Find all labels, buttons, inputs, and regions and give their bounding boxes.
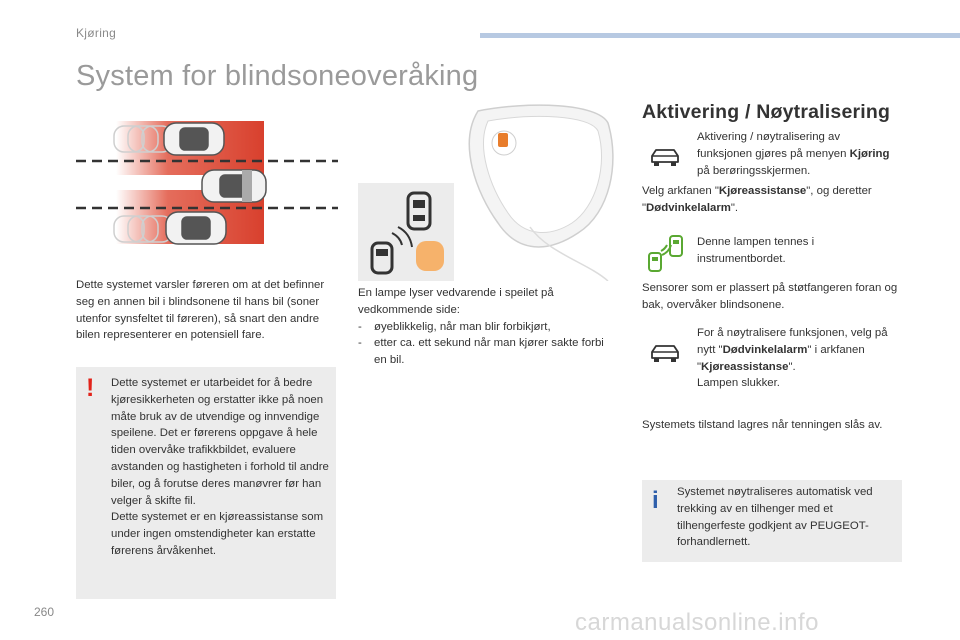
page-number: 260	[34, 605, 55, 619]
blind-spot-warning-icon	[645, 233, 687, 273]
list-item: - etter ca. ett sekund når man kjører sakte forbi en bil.	[358, 337, 604, 367]
page-title: System for blindsoneoveråking	[76, 60, 479, 92]
intro-paragraph: Dette systemet varsler føreren om at det befinner seg en annen bil i blindsonene til hans bil (soner utenfor synsfeltet til føreren), så snart den andre bilen representerer en potensiell fare.	[76, 279, 325, 342]
blind-spot-illustration	[76, 118, 338, 248]
info-icon: i	[652, 487, 659, 514]
lamp-description	[358, 285, 610, 369]
car-icon	[649, 145, 681, 167]
mirror-warning-lamp	[416, 241, 444, 271]
section-heading: Aktivering / Nøytralisering	[642, 101, 891, 123]
stored-state-text: Systemets tilstand lagres når tenningen slås av.	[642, 419, 883, 431]
watermark: carmanualsonline.info	[575, 609, 819, 636]
lamp-on-text: Denne lampen tennes i instrumentbordet.	[697, 236, 815, 265]
car-center	[202, 170, 266, 202]
activation-text: Aktivering / nøytralisering av funksjonen gjøres på menyen Kjøring på berøringsskjermen.	[697, 131, 890, 177]
car-icon	[649, 341, 681, 363]
mirror-illustration	[358, 103, 620, 281]
neutralize-text: For å nøytralisere funksjonen, velg på nytt "Dødvinkelalarm" i arkfanen "Kjøreassistanse". Lampen slukker.	[697, 327, 888, 390]
select-tab-text: Velg arkfanen "Kjøreassistanse", og deretter "Dødvinkelalarm".	[642, 185, 872, 214]
warning-text: Dette systemet er utarbeidet for å bedre kjøresikkerheten og erstatter ikke på noen måte bruk av de utvendige og innvendige speilene. Det er førerens oppgave å hele tiden overvåke trafikkbildet, evaluere avstanden og hastigheten i forhold til andre biler, og å forutse deres manøvrer før han velger å skifte fil. Dette systemet er en kjøreassistanse som under ingen omstendigheter kan erstatte førerens årvåkenhet.	[111, 377, 329, 557]
info-text: Systemet nøytraliseres automatisk ved trekking av en tilhenger med et tilhengerfeste godkjent av PEUGEOT-forhandlernett.	[677, 486, 873, 549]
sensors-text: Sensorer som er plassert på støtfangeren foran og bak, overvåker blindsonene.	[642, 282, 898, 311]
section-label: Kjøring	[76, 26, 117, 40]
header-bar	[480, 33, 960, 38]
car-bottom	[166, 212, 226, 244]
warning-icon: !	[86, 374, 95, 402]
car-top	[164, 123, 224, 155]
list-item: - øyeblikkelig, når man blir forbikjørt,	[358, 320, 551, 333]
lamp-text: En lampe lyser vedvarende i speilet på vedkommende side:	[358, 287, 554, 316]
